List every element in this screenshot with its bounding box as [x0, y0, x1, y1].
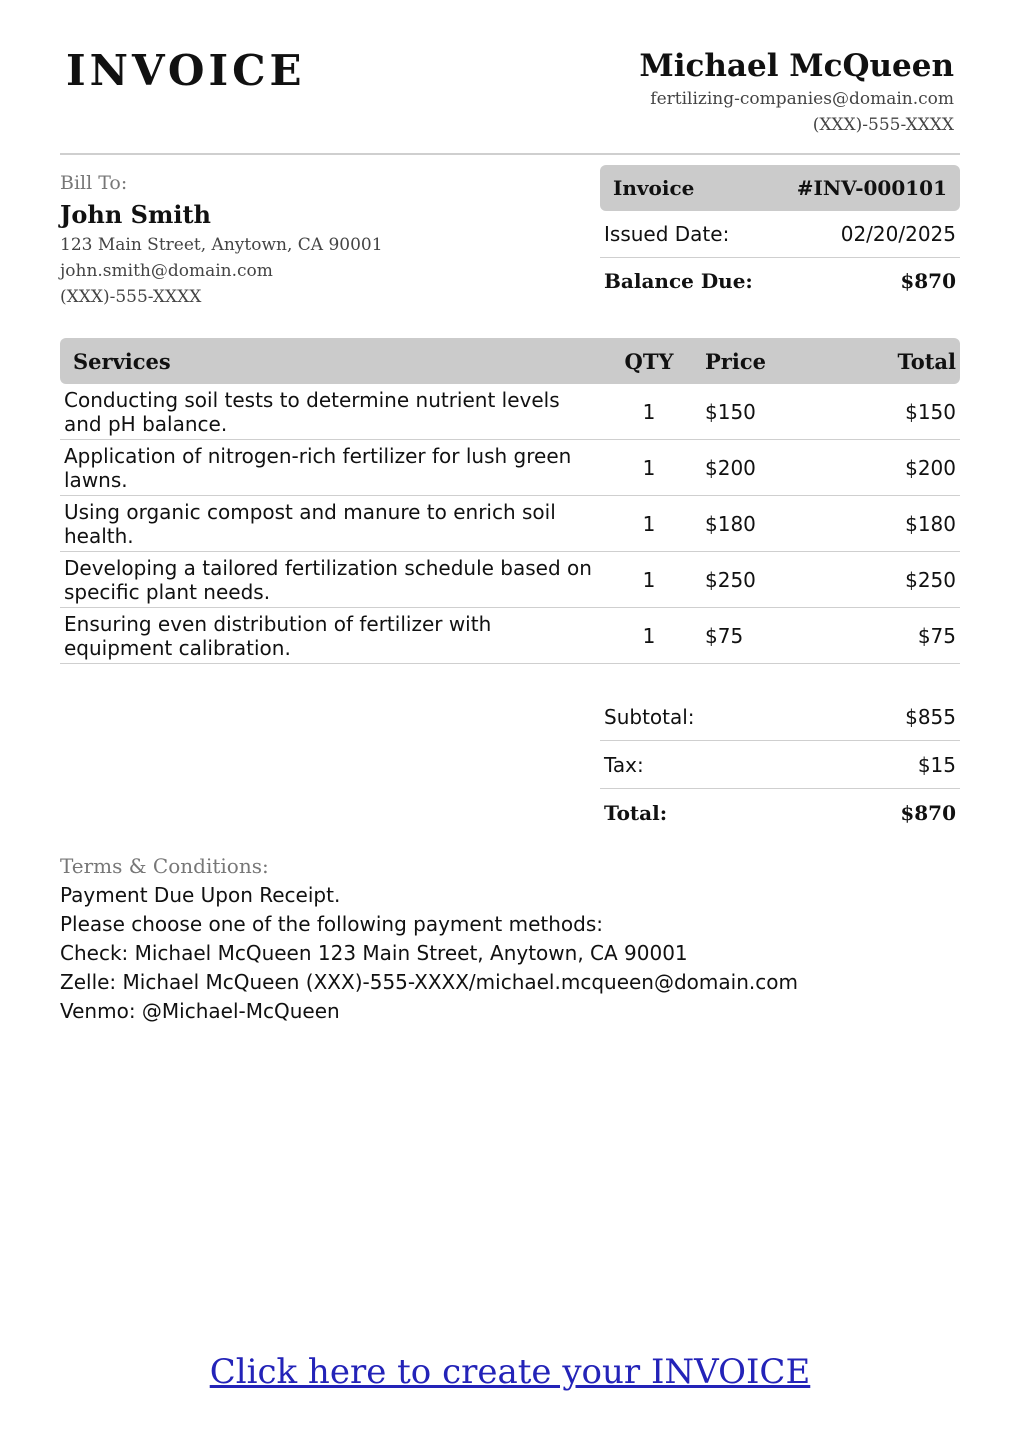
services-table — [60, 338, 960, 664]
terms-section — [60, 852, 960, 1026]
service-qty: 1 — [642, 455, 656, 480]
terms-line: Check: Michael McQueen 123 Main Street, Anytown, CA 90001 — [60, 941, 688, 965]
company-email: fertilizing-companies@domain.com — [650, 89, 954, 109]
subtotal-value: $855 — [905, 704, 956, 729]
service-description: Conducting soil tests to determine nutrient levels and pH balance. — [64, 387, 560, 436]
client-address: 123 Main Street, Anytown, CA 90001 — [60, 235, 383, 255]
terms-line: Zelle: Michael McQueen (XXX)-555-XXXX/michael.mcqueen@domain.com — [60, 970, 798, 994]
service-description: Developing a tailored fertilization schedule based on specific plant needs. — [64, 555, 592, 604]
invoice-meta-header — [600, 165, 960, 211]
invoice-page — [60, 0, 960, 1443]
tax-row — [600, 741, 960, 789]
client-phone: (XXX)-555-XXXX — [60, 287, 202, 307]
create-invoice-link[interactable]: Click here to create your INVOICE — [209, 1352, 811, 1392]
services-table-header — [60, 338, 960, 384]
service-price: $250 — [705, 567, 756, 592]
qty-column-header: QTY — [624, 348, 674, 374]
terms-line: Please choose one of the following payment methods: — [60, 912, 603, 936]
service-total: $250 — [905, 567, 956, 592]
terms-line: Venmo: @Michael-McQueen — [60, 999, 340, 1023]
invoice-number: #INV-000101 — [796, 176, 947, 200]
table-row — [60, 440, 960, 496]
services-column-header: Services — [73, 348, 171, 374]
table-row — [60, 384, 960, 440]
service-price: $75 — [705, 623, 744, 648]
issued-date-label: Issued Date: — [604, 222, 730, 246]
header-divider — [60, 153, 960, 155]
grand-total-row — [600, 789, 960, 836]
total-column-header: Total — [897, 348, 956, 374]
service-qty: 1 — [642, 399, 656, 424]
terms-line: Payment Due Upon Receipt. — [60, 883, 341, 907]
grand-total-label: Total: — [604, 800, 668, 825]
service-price: $150 — [705, 399, 756, 424]
issued-date-value: 02/20/2025 — [840, 222, 956, 246]
service-qty: 1 — [642, 511, 656, 536]
company-phone: (XXX)-555-XXXX — [812, 115, 954, 135]
price-column-header: Price — [705, 348, 766, 374]
tax-value: $15 — [917, 752, 956, 777]
subtotal-label: Subtotal: — [604, 704, 695, 729]
grand-total-value: $870 — [900, 800, 956, 825]
service-total: $180 — [905, 511, 956, 536]
client-email: john.smith@domain.com — [60, 261, 273, 281]
company-name: Michael McQueen — [639, 48, 954, 84]
company-info — [639, 46, 954, 138]
balance-due-label: Balance Due: — [604, 269, 753, 293]
client-name: John Smith — [60, 200, 211, 229]
service-description: Using organic compost and manure to enrich soil health. — [64, 499, 556, 548]
bill-to-section — [60, 170, 580, 310]
service-price: $180 — [705, 511, 756, 536]
service-total: $200 — [905, 455, 956, 480]
totals-section — [600, 693, 960, 836]
service-description: Application of nitrogen-rich fertilizer for lush green lawns. — [64, 443, 572, 492]
service-total: $75 — [917, 623, 956, 648]
issued-date-row — [600, 211, 960, 258]
terms-label: Terms & Conditions: — [60, 854, 269, 878]
table-row — [60, 552, 960, 608]
balance-due-row — [600, 258, 960, 304]
invoice-title: INVOICE — [66, 46, 306, 95]
service-total: $150 — [905, 399, 956, 424]
invoice-label: Invoice — [613, 176, 695, 200]
service-qty: 1 — [642, 623, 656, 648]
table-row — [60, 608, 960, 664]
tax-label: Tax: — [604, 752, 644, 777]
bill-to-label: Bill To: — [60, 172, 128, 194]
subtotal-row — [600, 693, 960, 741]
balance-due-value: $870 — [900, 269, 956, 293]
service-description: Ensuring even distribution of fertilizer with equipment calibration. — [64, 611, 492, 660]
create-invoice-cta — [0, 1352, 1020, 1392]
invoice-meta-box — [600, 165, 960, 304]
table-row — [60, 496, 960, 552]
service-price: $200 — [705, 455, 756, 480]
service-qty: 1 — [642, 567, 656, 592]
